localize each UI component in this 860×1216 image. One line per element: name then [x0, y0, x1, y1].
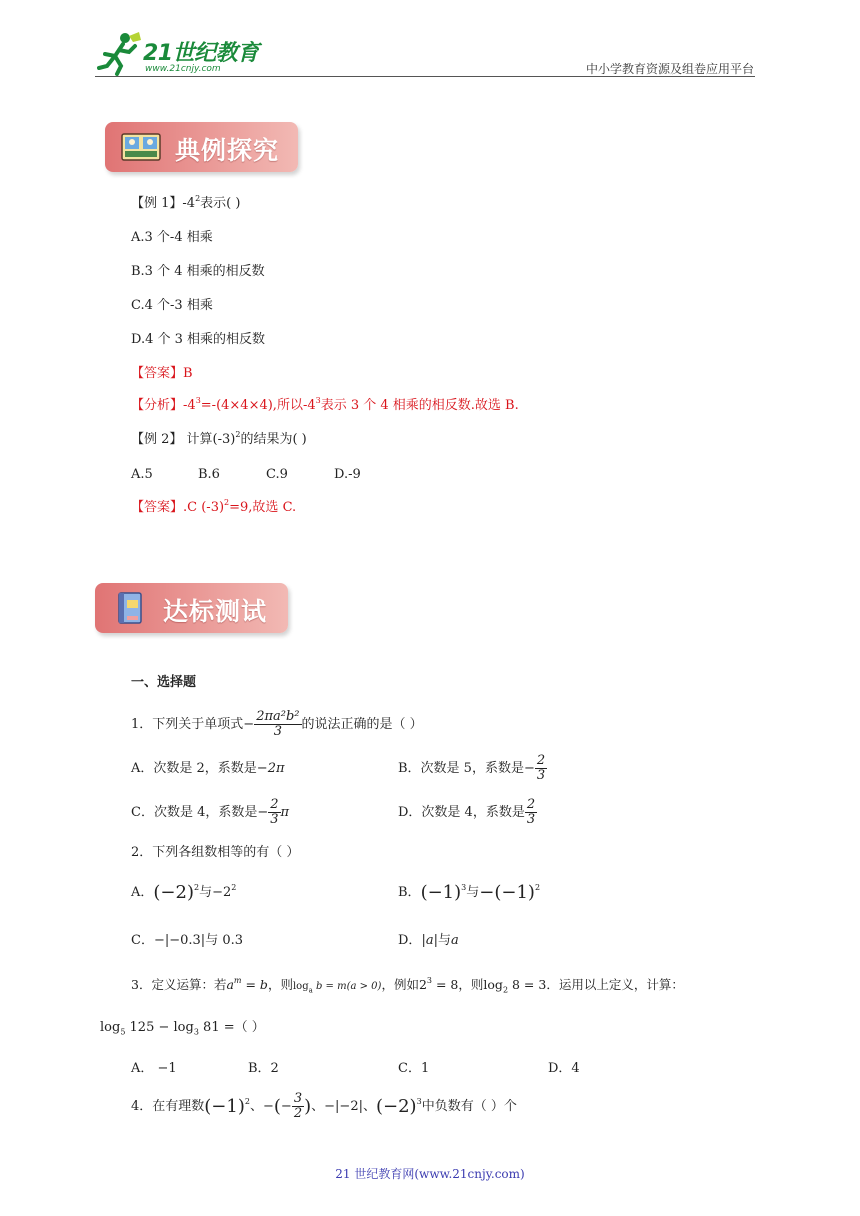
logo-url: www.21cnjy.com [145, 64, 221, 74]
q2-option-d: D．|a|与a [398, 933, 459, 948]
book-icon [117, 592, 143, 624]
footer-text: 21 世纪教育网(www.21cnjy.com) [335, 1167, 525, 1181]
q4-stem: 4．在有理数$(-1)^2$、−(− $\frac{3}{2}$ )、−|−2|、$(-2)^3$中负数有（ ）个 [131, 1091, 517, 1121]
q2-stem: 2．下列各组数相等的有（ ） [131, 845, 300, 860]
logo-text: 21世纪教育 [143, 41, 259, 66]
header-tagline: 中小学教育资源及组卷应用平台 [585, 62, 754, 76]
example1-stem: 【例 1】$-4^2$表示( ) [131, 194, 241, 211]
section-title-tests: 达标测试 [163, 597, 268, 626]
q3-stem-line2: $\log_5 125 - \log_3 81$ =（ ） [100, 1020, 265, 1037]
example1-option-c: C.4 个-3 相乘 [131, 298, 213, 313]
example2-option-a: A.5 [131, 467, 153, 482]
example1-option-b: B.3 个 4 相乘的相反数 [131, 264, 265, 279]
q3-option-b: B．2 [248, 1061, 279, 1076]
section-banner-tests [95, 583, 288, 633]
q1-option-a: A．次数是 2，系数是−2π [131, 761, 285, 776]
q2-option-b: B．$(-1)^3$与$-(-1)^2$ [398, 882, 541, 903]
q3-stem-line1: 3．定义运算：若$a^m = b$，则$\log_a b = m(a > 0)$，例如$2^3 = 8$，则$\log_2 8 = 3$．运用以上定义，计算： [131, 976, 684, 995]
q1-option-b: B．次数是 5，系数是− $\frac{2}{3}$ [398, 753, 546, 783]
q1-option-d: D．次数是 4，系数是 $\frac{2}{3}$ [398, 797, 536, 827]
q3-option-d: D．4 [548, 1061, 580, 1076]
example1-option-d: D.4 个 3 相乘的相反数 [131, 332, 266, 347]
example2-answer: 【答案】.C $(-3)^2=9$,故选 C. [131, 498, 297, 515]
example2-option-c: C.9 [266, 467, 288, 482]
runner-logo-icon [95, 30, 145, 76]
header-divider [95, 76, 755, 77]
example2-option-d: D.-9 [334, 467, 361, 482]
q3-option-a: A． −1 [131, 1061, 177, 1076]
classroom-icon [121, 133, 161, 161]
example1-analysis: 【分析】$-4^3=-(4\times 4\times 4)$,所以$-4^3$表示 3 个 4 相乘的相反数.故选 B. [131, 396, 519, 413]
example1-answer: 【答案】B [131, 366, 193, 381]
q2-option-a: A．$(-2)^2$与$-2^2$ [131, 882, 237, 903]
section-banner-examples [105, 122, 298, 172]
section-title-examples: 典例探究 [175, 136, 280, 165]
q3-option-c: C．1 [398, 1061, 430, 1076]
q1-option-c: C．次数是 4，系数是− $\frac{2}{3}$ π [131, 797, 290, 827]
q1-stem: 1．下列关于单项式− $\frac{\text{2πa²b²}}{3}$ 的说法正确的是（ ） [131, 709, 423, 739]
example1-option-a: A.3 个-4 相乘 [131, 230, 213, 245]
example2-stem: 【例 2】 计算$(-3)^2$的结果为( ) [131, 430, 307, 447]
example2-option-b: B.6 [198, 467, 220, 482]
part-heading: 一、选择题 [131, 675, 197, 690]
q2-option-c: C．−|−0.3|与 0.3 [131, 933, 244, 948]
